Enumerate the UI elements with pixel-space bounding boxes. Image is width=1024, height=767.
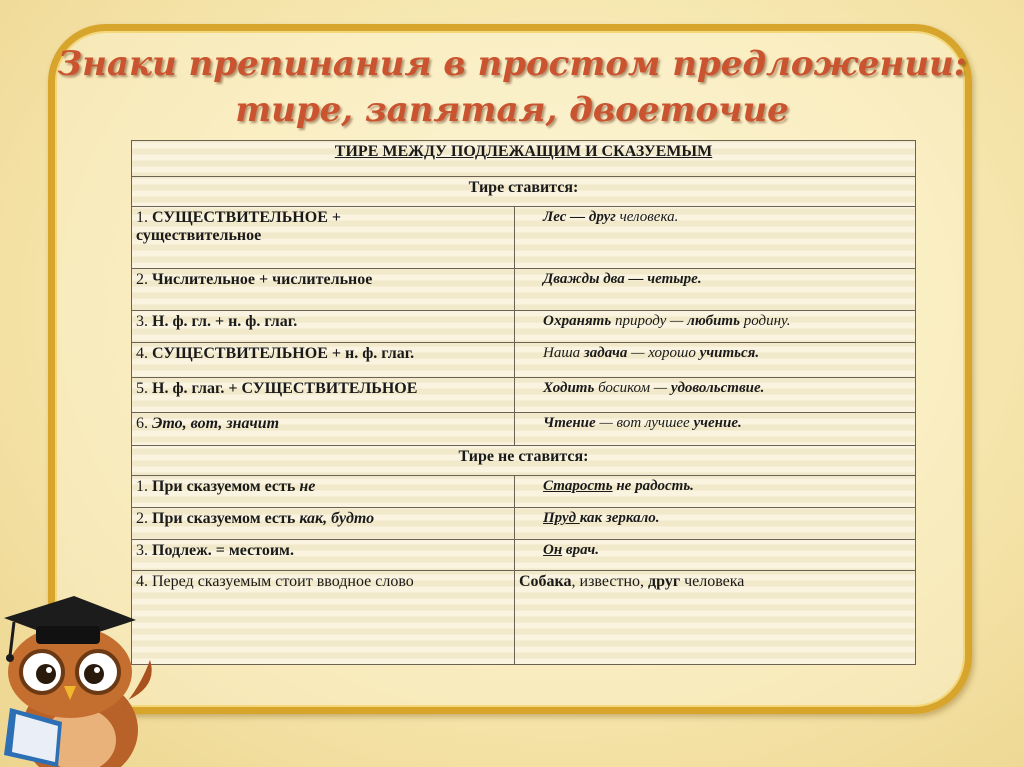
table-row [132,540,916,571]
example-cell: Старость не радость. [515,476,916,508]
rule-cell: 1. СУЩЕСТВИТЕЛЬНОЕ + существительное [132,207,515,269]
example-cell: Дважды два — четыре. [515,269,916,311]
example-cell: Собака, известно, друг человека [515,571,916,665]
rule-cell: 4. Перед сказуемым стоит вводное слово [132,571,515,665]
rule-cell: 1. При сказуемом есть не [132,476,515,508]
example-cell: Ходить босиком — удовольствие. [515,378,916,413]
rule-cell: 2. При сказуемом есть как, будто [132,508,515,540]
slide-title-line1: Знаки препинания в простом предложении: [57,44,967,84]
rules-table [131,140,916,665]
table-row [132,378,916,413]
example-cell: Чтение — вот лучшее учение. [515,413,916,446]
table-header: ТИРЕ МЕЖДУ ПОДЛЕЖАЩИМ И СКАЗУЕМЫМ [132,141,916,177]
table-row [132,343,916,378]
example-cell: Лес — друг человека. [515,207,916,269]
example-cell: Наша задача — хорошо учиться. [515,343,916,378]
table-row [132,311,916,343]
table-row [132,508,916,540]
table-row [132,269,916,311]
example-cell: Пруд как зеркало. [515,508,916,540]
example-cell: Охранять природу — любить родину. [515,311,916,343]
rule-cell: 5. Н. ф. глаг. + СУЩЕСТВИТЕЛЬНОЕ [132,378,515,413]
section-dash-not-used: Тире не ставится: [132,446,916,476]
slide-title-line2: тире, запятая, двоеточие [235,90,789,130]
rule-cell: 6. Это, вот, значит [132,413,515,446]
owl-with-graduation-cap-icon [0,590,170,767]
rule-cell: 3. Н. ф. гл. + н. ф. глаг. [132,311,515,343]
table-row [132,476,916,508]
table-row [132,207,916,269]
rule-cell: 2. Числительное + числительное [132,269,515,311]
table-row [132,571,916,665]
rule-cell: 4. СУЩЕСТВИТЕЛЬНОЕ + н. ф. глаг. [132,343,515,378]
example-cell: Он врач. [515,540,916,571]
section-dash-used: Тире ставится: [132,177,916,207]
table-row [132,413,916,446]
rule-cell: 3. Подлеж. = местоим. [132,540,515,571]
